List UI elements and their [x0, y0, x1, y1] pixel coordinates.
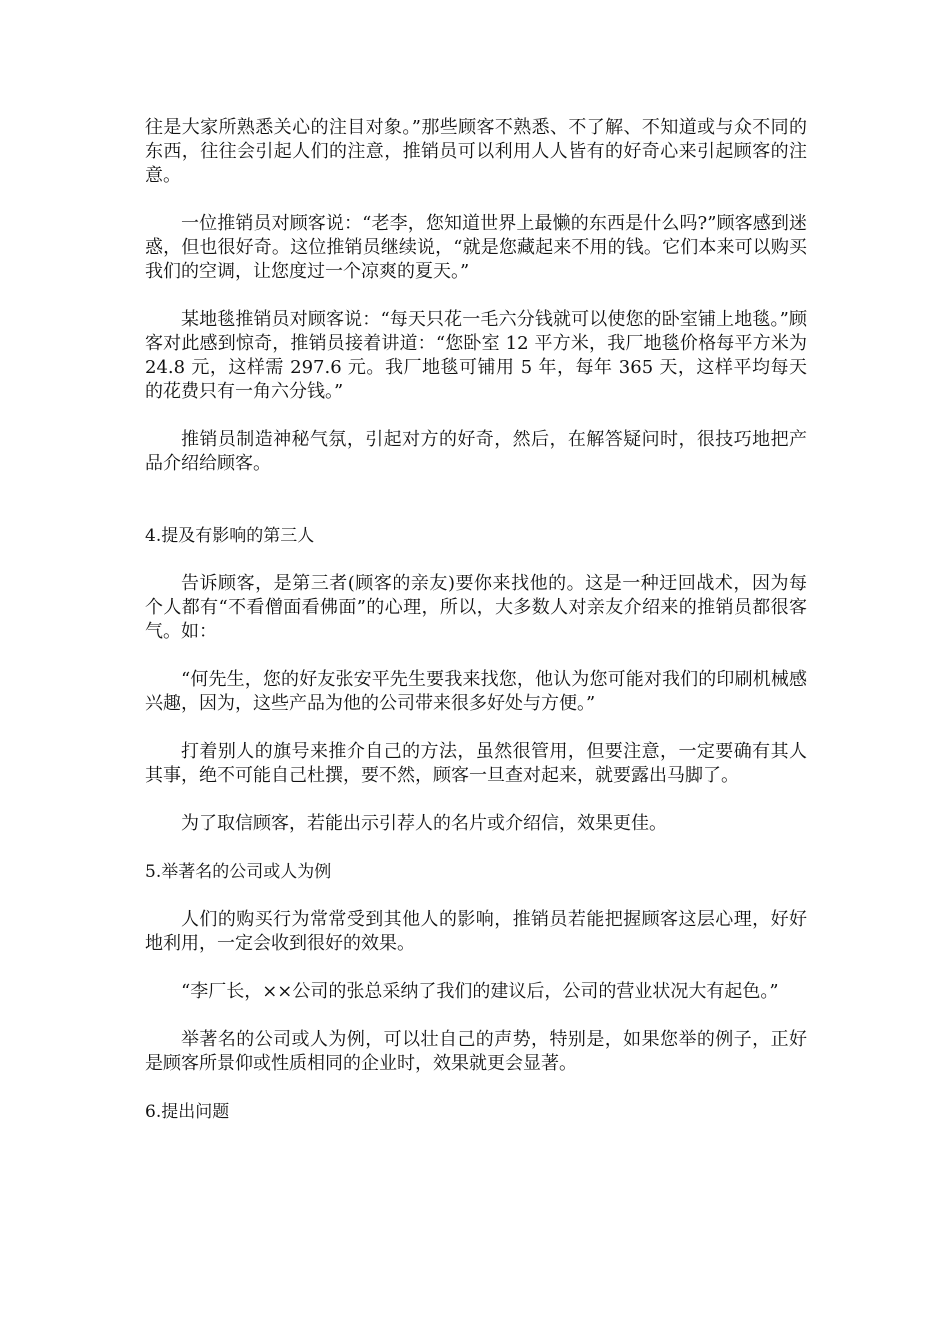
paragraph-continued: 往是大家所熟悉关心的注目对象。”那些顾客不熟悉、不了解、不知道或与众不同的东西，往往会引起人们的注意，推销员可以利用人人皆有的好奇心来引起顾客的注意。 — [145, 117, 807, 186]
paragraph-mystery-summary: 推销员制造神秘气氛，引起对方的好奇，然后，在解答疑问时，很技巧地把产品介绍给顾客。 — [145, 429, 807, 474]
paragraph-influence-intro: 人们的购买行为常常受到其他人的影响，推销员若能把握顾客这层心理，好好地利用，一定会收到很好的效果。 — [145, 909, 807, 954]
paragraph-carpet-example: 某地毯推销员对顾客说：“每天只花一毛六分钱就可以使您的卧室铺上地毯。”顾客对此感到惊奇，推销员接着讲道：“您卧室 12 平方米，我厂地毯价格每平方米为 24.8 元，这样需 297.6 元。我厂地毯可铺用 5 年，每年 365 天，这样平均每天的花费只有一角六分钱。” — [145, 309, 807, 402]
paragraph-third-party-intro: 告诉顾客，是第三者(顾客的亲友)要你来找他的。这是一种迂回战术，因为每个人都有“不看僧面看佛面”的心理，所以，大多数人对亲友介绍来的推销员都很客气。如： — [145, 573, 807, 642]
section-heading-4: 4.提及有影响的第三人 — [145, 526, 315, 546]
document-body — [145, 116, 807, 1148]
paragraph-third-party-quote: “何先生，您的好友张安平先生要我来找您，他认为您可能对我们的印刷机械感兴趣，因为，这些产品为他的公司带来很多好处与方便。” — [145, 669, 807, 714]
paragraph-factory-quote: “李厂长，××公司的张总采纳了我们的建议后，公司的营业状况大有起色。” — [181, 981, 779, 1002]
section-heading-5: 5.举著名的公司或人为例 — [145, 862, 332, 882]
paragraph-famous-example-summary: 举著名的公司或人为例，可以壮自己的声势，特别是，如果您举的例子，正好是顾客所景仰或性质相同的企业时，效果就更会显著。 — [145, 1029, 807, 1074]
paragraph-laziest-thing-example: 一位推销员对顾客说：“老李，您知道世界上最懒的东西是什么吗?”顾客感到迷惑，但也很好奇。这位推销员继续说，“就是您藏起来不用的钱。它们本来可以购买我们的空调，让您度过一个凉爽的夏天。” — [145, 213, 807, 282]
section-heading-6: 6.提出问题 — [145, 1102, 230, 1122]
paragraph-referral-card: 为了取信顾客，若能出示引荐人的名片或介绍信，效果更佳。 — [181, 813, 667, 834]
paragraph-third-party-caution: 打着别人的旗号来推介自己的方法，虽然很管用，但要注意，一定要确有其人其事，绝不可能自己杜撰，要不然，顾客一旦查对起来，就要露出马脚了。 — [145, 741, 807, 786]
